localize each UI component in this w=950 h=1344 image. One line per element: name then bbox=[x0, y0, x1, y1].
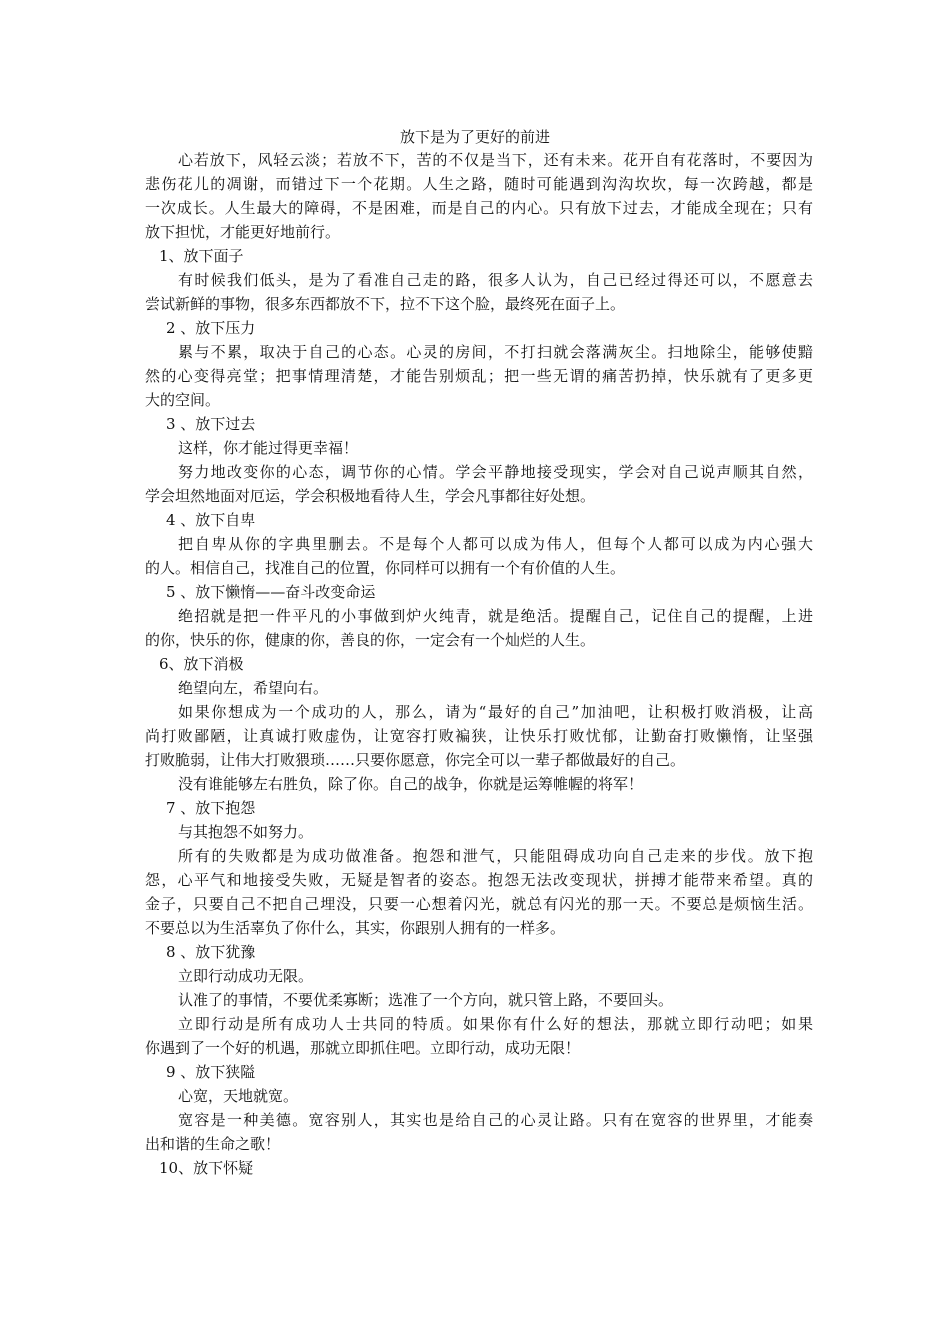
paragraph-line: 放下担忧，才能更好地前行。 bbox=[145, 223, 341, 241]
document-title: 放下是为了更好的前进 bbox=[399, 128, 550, 146]
paragraph-line: 累与不累，取决于自己的心态。心灵的房间，不打扫就会落满灰尘。扫地除尘，能够使黯 bbox=[178, 343, 813, 361]
paragraph-line: 所有的失败都是为成功做准备。抱怨和泄气，只能阻碍成功向自己走来的步伐。放下抱 bbox=[178, 847, 813, 865]
document-body bbox=[145, 148, 813, 1180]
paragraph-line: 你遇到了一个好的机遇，那就立即抓住吧。立即行动，成功无限！ bbox=[145, 1039, 581, 1057]
paragraph-line: 然的心变得亮堂；把事情理清楚，才能告别烦乱；把一些无谓的痛苦扔掉，快乐就有了更多更 bbox=[145, 367, 813, 385]
paragraph-line: 如果你想成为一个成功的人，那么，请为“最好的自己”加油吧，让积极打败消极，让高 bbox=[178, 703, 813, 721]
section-heading: 9 、放下狭隘 bbox=[166, 1063, 256, 1081]
paragraph-line: 立即行动成功无限。 bbox=[178, 967, 314, 985]
paragraph-line: 心宽，天地就宽。 bbox=[178, 1087, 299, 1105]
paragraph-line: 这样，你才能过得更幸福！ bbox=[178, 439, 359, 457]
paragraph-line: 与其抱怨不如努力。 bbox=[178, 823, 314, 841]
paragraph-line: 宽容是一种美德。宽容别人，其实也是给自己的心灵让路。只有在宽容的世界里，才能奏 bbox=[178, 1111, 813, 1129]
paragraph-line: 认准了的事情，不要优柔寡断；选准了一个方向，就只管上路，不要回头。 bbox=[178, 991, 674, 1009]
paragraph-line: 尚打败鄙陋，让真诚打败虚伪，让宽容打败褊狭，让快乐打败忧郁，让勤奋打败懒惰，让坚强 bbox=[145, 727, 813, 745]
section-heading: 8 、放下犹豫 bbox=[166, 943, 256, 961]
section-heading: 4 、放下自卑 bbox=[166, 511, 256, 529]
paragraph-line: 有时候我们低头，是为了看准自己走的路，很多人认为，自己已经过得还可以，不愿意去 bbox=[178, 271, 813, 289]
paragraph-line: 大的空间。 bbox=[145, 391, 221, 409]
paragraph-line: 立即行动是所有成功人士共同的特质。如果你有什么好的想法，那就立即行动吧；如果 bbox=[178, 1015, 813, 1033]
paragraph-line: 尝试新鲜的事物，很多东西都放不下，拉不下这个脸，最终死在面子上。 bbox=[145, 295, 626, 313]
paragraph-line: 怨，心平气和地接受失败，无疑是智者的姿态。抱怨无法改变现状，拼搏才能带来希望。真的 bbox=[145, 871, 813, 889]
paragraph-line: 心若放下，风轻云淡；若放不下，苦的不仅是当下，还有未来。花开自有花落时，不要因为 bbox=[178, 151, 813, 169]
paragraph-line: 打败脆弱，让伟大打败猥琐……只要你愿意，你完全可以一辈子都做最好的自己。 bbox=[145, 751, 686, 769]
paragraph-line: 学会坦然地面对厄运，学会积极地看待人生，学会凡事都往好处想。 bbox=[145, 487, 596, 505]
paragraph-line: 绝望向左，希望向右。 bbox=[178, 679, 329, 697]
paragraph-line: 绝招就是把一件平凡的小事做到炉火纯青，就是绝活。提醒自己，记住自己的提醒，上进 bbox=[178, 607, 813, 625]
section-heading: 2 、放下压力 bbox=[166, 319, 256, 337]
section-heading: 3 、放下过去 bbox=[166, 415, 256, 433]
paragraph-line: 出和谐的生命之歌！ bbox=[145, 1135, 281, 1153]
section-heading: 10、放下怀疑 bbox=[159, 1159, 254, 1177]
paragraph-line: 金子，只要自己不把自己埋没，只要一心想着闪光，就总有闪光的那一天。不要总是烦恼生活。 bbox=[145, 895, 813, 913]
paragraph-line: 努力地改变你的心态，调节你的心情。学会平静地接受现实，学会对自己说声顺其自然， bbox=[178, 463, 813, 481]
section-heading: 6、放下消极 bbox=[159, 655, 244, 673]
paragraph-line: 悲伤花儿的凋谢，而错过下一个花期。人生之路，随时可能遇到沟沟坎坎，每一次跨越，都是 bbox=[145, 175, 813, 193]
section-heading: 7 、放下抱怨 bbox=[166, 799, 256, 817]
section-heading: 1、放下面子 bbox=[159, 247, 244, 265]
paragraph-line: 的人。相信自己，找准自己的位置，你同样可以拥有一个有价值的人生。 bbox=[145, 559, 626, 577]
paragraph-line: 没有谁能够左右胜负，除了你。自己的战争，你就是运筹帷幄的将军！ bbox=[178, 775, 644, 793]
paragraph-line: 的你，快乐的你，健康的你，善良的你，一定会有一个灿烂的人生。 bbox=[145, 631, 596, 649]
section-heading: 5 、放下懒惰——奋斗改变命运 bbox=[166, 583, 376, 601]
paragraph-line: 把自卑从你的字典里删去。不是每个人都可以成为伟人，但每个人都可以成为内心强大 bbox=[178, 535, 813, 553]
paragraph-line: 一次成长。人生最大的障碍，不是困难，而是自己的内心。只有放下过去，才能成全现在；只有 bbox=[145, 199, 813, 217]
paragraph-line: 不要总以为生活辜负了你什么，其实，你跟别人拥有的一样多。 bbox=[145, 919, 566, 937]
